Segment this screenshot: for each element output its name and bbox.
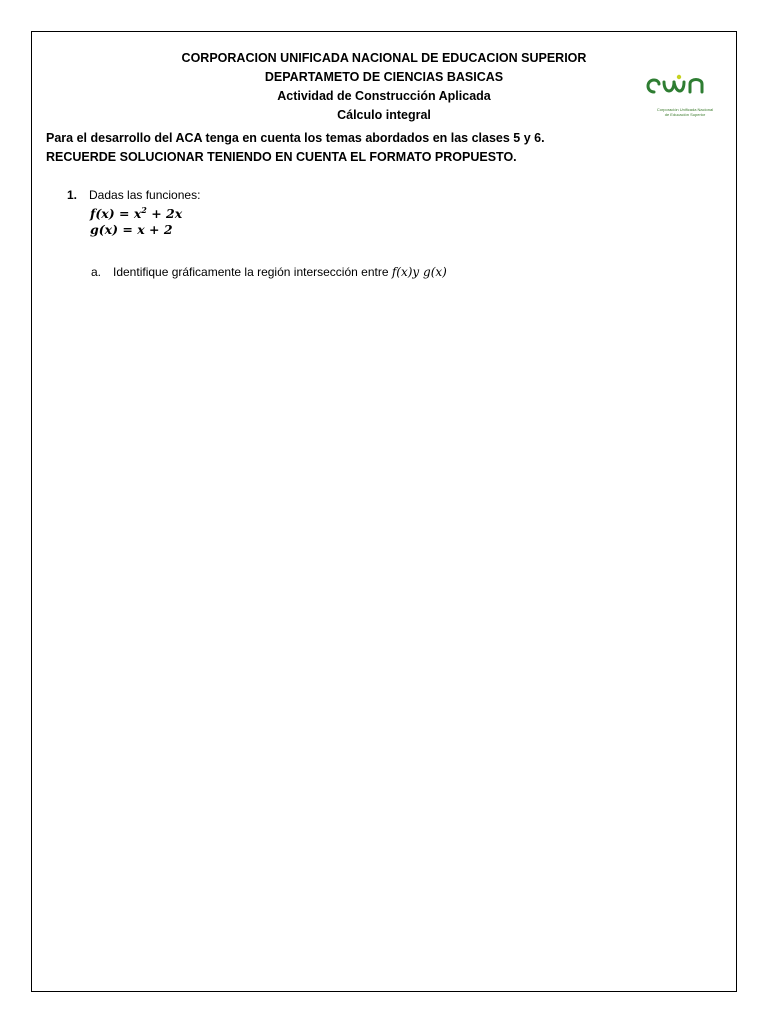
page-border bbox=[31, 31, 737, 992]
function-f: $f(x) = x^2 + 2x$ bbox=[90, 204, 183, 221]
course-name: Cálculo integral bbox=[337, 108, 431, 122]
department-name: DEPARTAMETO DE CIENCIAS BASICAS bbox=[264, 70, 504, 84]
sub-question-a bbox=[91, 264, 447, 280]
question-text: Dadas las funciones: bbox=[89, 188, 201, 202]
sub-question-text: Identifique gráficamente la región intersección entre bbox=[113, 265, 392, 279]
question-1 bbox=[67, 187, 200, 203]
instruction-line-1: Para el desarrollo del ACA tenga en cuenta los temas abordados en las clases 5 y 6. bbox=[46, 131, 545, 145]
sub-question-letter: a. bbox=[91, 265, 102, 279]
sub-question-math: f(x)y g(x) bbox=[391, 265, 447, 279]
cun-logo bbox=[640, 72, 730, 122]
institution-name: CORPORACION UNIFICADA NACIONAL DE EDUCACION SUPERIOR bbox=[181, 51, 587, 65]
logo-caption: Corporación Unificada Nacional de Educación Superior bbox=[656, 107, 714, 117]
function-definitions bbox=[90, 206, 182, 238]
instructions bbox=[46, 129, 545, 167]
question-number: 1. bbox=[67, 188, 78, 202]
instruction-line-2: RECUERDE SOLUCIONAR TENIENDO EN CUENTA EL FORMATO PROPUESTO. bbox=[46, 150, 517, 164]
function-g: g(x) = x + 2 bbox=[90, 222, 173, 237]
activity-title: Actividad de Construcción Aplicada bbox=[277, 89, 491, 103]
cun-logo-icon bbox=[640, 72, 730, 102]
